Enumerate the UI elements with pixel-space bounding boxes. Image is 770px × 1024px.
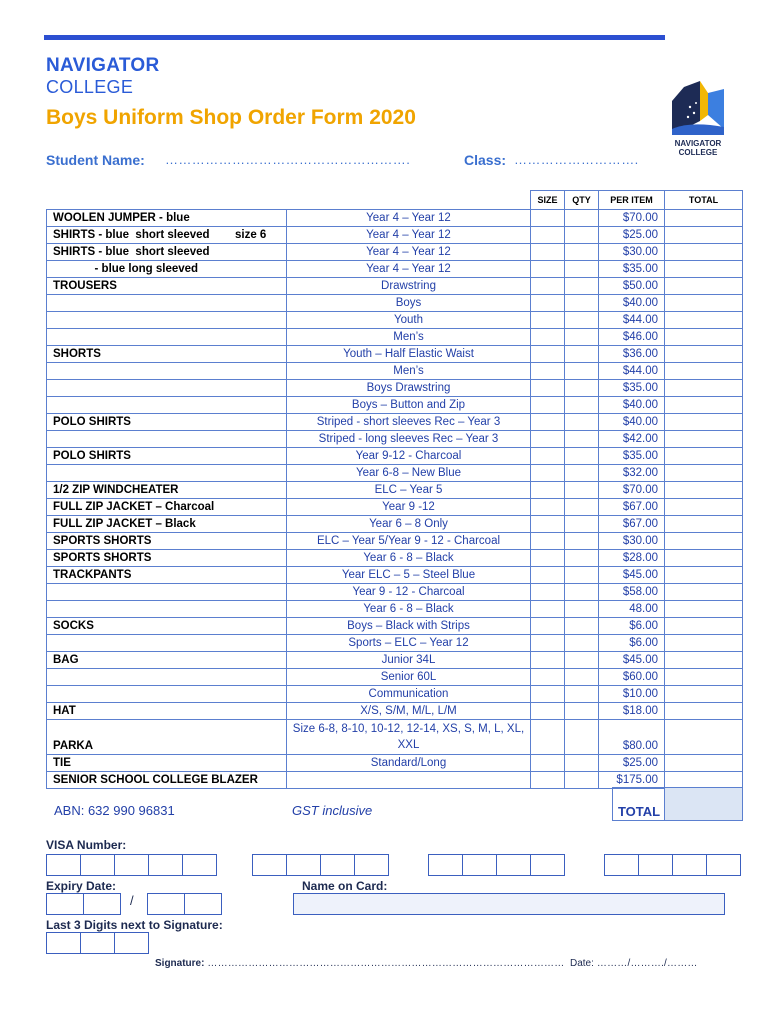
table-row (47, 210, 743, 227)
item-description: Year 6 - 8 – Black (287, 601, 531, 618)
size-cell[interactable] (531, 720, 565, 755)
table-row (47, 431, 743, 448)
per-item-price: $50.00 (599, 278, 665, 295)
item-name (47, 210, 287, 227)
total-cell[interactable] (665, 584, 743, 601)
total-label: TOTAL (617, 804, 661, 819)
total-cell[interactable] (665, 703, 743, 720)
item-name (47, 652, 287, 669)
item-description: Year 4 – Year 12 (287, 210, 531, 227)
total-cell[interactable] (665, 363, 743, 380)
table-row (47, 329, 743, 346)
item-description: Year 6-8 – New Blue (287, 465, 531, 482)
item-description: Year 9-12 - Charcoal (287, 448, 531, 465)
per-item-price: $42.00 (599, 431, 665, 448)
item-name (47, 261, 287, 278)
item-description: Men’s (287, 363, 531, 380)
size-cell[interactable] (531, 312, 565, 329)
name-on-card-label: Name on Card: (302, 879, 388, 893)
item-description: Senior 60L (287, 669, 531, 686)
item-name (47, 397, 287, 414)
item-name (47, 669, 287, 686)
table-row (47, 703, 743, 720)
size-cell[interactable] (531, 346, 565, 363)
logo-caption (668, 139, 728, 157)
visa-group-2[interactable] (253, 854, 389, 876)
per-item-price: $30.00 (599, 244, 665, 261)
size-cell[interactable] (531, 380, 565, 397)
table-row (47, 550, 743, 567)
total-cell[interactable] (665, 397, 743, 414)
size-cell[interactable] (531, 550, 565, 567)
per-item-price: $28.00 (599, 550, 665, 567)
qty-cell[interactable] (565, 533, 599, 550)
per-item-price: $44.00 (599, 363, 665, 380)
student-name-field[interactable]: ………………………………………………. (165, 152, 411, 167)
total-header: TOTAL (665, 191, 743, 210)
item-label: - blue long sleeved (53, 263, 199, 275)
item-name (47, 244, 287, 261)
total-cell[interactable] (665, 380, 743, 397)
item-description: Striped - long sleeves Rec – Year 3 (287, 431, 531, 448)
item-name (47, 363, 287, 380)
size-cell[interactable] (531, 533, 565, 550)
item-name (47, 686, 287, 703)
item-description: Men’s (287, 329, 531, 346)
item-description: Year 9 -12 (287, 499, 531, 516)
item-name (47, 703, 287, 720)
qty-cell[interactable] (565, 278, 599, 295)
total-cell[interactable] (665, 567, 743, 584)
qty-cell[interactable] (565, 755, 599, 772)
item-description: Junior 34L (287, 652, 531, 669)
item-description: Boys – Black with Strips (287, 618, 531, 635)
size-cell[interactable] (531, 618, 565, 635)
item-name (47, 431, 287, 448)
visa-number-label: VISA Number: (46, 838, 127, 852)
table-row (47, 312, 743, 329)
qty-cell[interactable] (565, 499, 599, 516)
qty-cell[interactable] (565, 550, 599, 567)
item-name (47, 772, 287, 789)
item-description: Year 4 – Year 12 (287, 227, 531, 244)
total-cell[interactable] (665, 669, 743, 686)
date-label: Date: (570, 958, 594, 969)
per-item-price: $25.00 (599, 755, 665, 772)
qty-cell[interactable] (565, 584, 599, 601)
total-cell[interactable] (665, 346, 743, 363)
per-item-price: $36.00 (599, 346, 665, 363)
size-cell[interactable] (531, 465, 565, 482)
total-cell[interactable] (665, 601, 743, 618)
qty-cell[interactable] (565, 652, 599, 669)
item-description: Year 4 – Year 12 (287, 244, 531, 261)
total-cell[interactable] (665, 482, 743, 499)
item-name (47, 584, 287, 601)
size-cell[interactable] (531, 295, 565, 312)
size-header: SIZE (531, 191, 565, 210)
item-description: Year 6 - 8 – Black (287, 550, 531, 567)
total-cell[interactable] (665, 278, 743, 295)
item-label: SPORTS SHORTS (53, 535, 152, 547)
item-description: Communication (287, 686, 531, 703)
student-name-label: Student Name: (46, 152, 145, 168)
size-cell[interactable] (531, 772, 565, 789)
item-description: Year 6 – 8 Only (287, 516, 531, 533)
logo-caption-line2: COLLEGE (678, 148, 718, 157)
size-cell[interactable] (531, 431, 565, 448)
table-row (47, 720, 743, 755)
total-cell[interactable] (665, 244, 743, 261)
per-item-price: 48.00 (599, 601, 665, 618)
signature-field[interactable]: …………………………………………………………………………………………… (204, 958, 565, 969)
date-field[interactable]: ………/………./……… (593, 958, 698, 969)
table-row (47, 635, 743, 652)
item-label: 1/2 ZIP WINDCHEATER (53, 484, 179, 496)
total-cell[interactable] (665, 635, 743, 652)
header-rule (44, 35, 665, 40)
item-name (47, 414, 287, 431)
total-cell[interactable] (665, 516, 743, 533)
per-item-price: $6.00 (599, 618, 665, 635)
class-label: Class: (464, 152, 507, 168)
table-row (47, 499, 743, 516)
total-cell[interactable] (665, 550, 743, 567)
qty-cell[interactable] (565, 397, 599, 414)
order-table (46, 190, 743, 789)
per-item-price: $40.00 (599, 414, 665, 431)
total-cell[interactable] (665, 312, 743, 329)
per-item-price: $45.00 (599, 652, 665, 669)
qty-cell[interactable] (565, 618, 599, 635)
per-item-price: $6.00 (599, 635, 665, 652)
name-on-card-field[interactable] (293, 893, 725, 915)
size-cell[interactable] (531, 482, 565, 499)
table-row (47, 397, 743, 414)
qty-cell[interactable] (565, 329, 599, 346)
grand-total-field[interactable] (664, 787, 743, 821)
gst-note: GST inclusive (292, 803, 373, 818)
item-description: Size 6-8, 8-10, 10-12, 12-14, XS, S, M, L, XL, XXL (287, 720, 531, 755)
qty-cell[interactable] (565, 465, 599, 482)
item-name (47, 755, 287, 772)
item-label: SENIOR SCHOOL COLLEGE BLAZER (53, 774, 258, 786)
visa-group-4[interactable] (605, 854, 741, 876)
item-description: ELC – Year 5 (287, 482, 531, 499)
item-name (47, 448, 287, 465)
total-cell[interactable] (665, 618, 743, 635)
table-row (47, 516, 743, 533)
per-item-price: $40.00 (599, 295, 665, 312)
size-cell[interactable] (531, 227, 565, 244)
item-description: Drawstring (287, 278, 531, 295)
item-label: FULL ZIP JACKET – Black (53, 518, 196, 530)
size-cell[interactable] (531, 363, 565, 380)
item-label: SHIRTS - blue short sleeved (53, 229, 210, 241)
qty-cell[interactable] (565, 346, 599, 363)
size-cell[interactable] (531, 278, 565, 295)
per-item-price: $32.00 (599, 465, 665, 482)
size-cell[interactable] (531, 567, 565, 584)
per-item-price: $25.00 (599, 227, 665, 244)
per-item-price: $67.00 (599, 516, 665, 533)
per-item-header: PER ITEM (599, 191, 665, 210)
qty-cell[interactable] (565, 772, 599, 789)
item-name (47, 533, 287, 550)
size-cell[interactable] (531, 584, 565, 601)
qty-cell[interactable] (565, 295, 599, 312)
total-cell[interactable] (665, 499, 743, 516)
per-item-price: $80.00 (599, 720, 665, 755)
table-row (47, 346, 743, 363)
total-cell[interactable] (665, 448, 743, 465)
qty-cell[interactable] (565, 669, 599, 686)
qty-cell[interactable] (565, 380, 599, 397)
total-cell[interactable] (665, 533, 743, 550)
table-row (47, 295, 743, 312)
table-row (47, 363, 743, 380)
expiry-separator: / (130, 893, 134, 908)
qty-cell[interactable] (565, 567, 599, 584)
expiry-year-cells[interactable] (148, 893, 222, 915)
per-item-price: $58.00 (599, 584, 665, 601)
total-cell[interactable] (665, 465, 743, 482)
item-name (47, 601, 287, 618)
size-cell[interactable] (531, 499, 565, 516)
qty-cell[interactable] (565, 261, 599, 278)
item-description: Sports – ELC – Year 12 (287, 635, 531, 652)
size-cell[interactable] (531, 635, 565, 652)
size-cell[interactable] (531, 755, 565, 772)
qty-cell[interactable] (565, 686, 599, 703)
per-item-price: $60.00 (599, 669, 665, 686)
item-label: TROUSERS (53, 280, 117, 292)
qty-cell[interactable] (565, 635, 599, 652)
item-name (47, 635, 287, 652)
qty-cell[interactable] (565, 363, 599, 380)
size-cell[interactable] (531, 686, 565, 703)
total-cell[interactable] (665, 431, 743, 448)
item-description: Youth – Half Elastic Waist (287, 346, 531, 363)
item-description: Year 9 - 12 - Charcoal (287, 584, 531, 601)
qty-cell[interactable] (565, 703, 599, 720)
size-cell[interactable] (531, 516, 565, 533)
table-row (47, 652, 743, 669)
item-name (47, 227, 287, 244)
item-description: Standard/Long (287, 755, 531, 772)
item-label: PARKA (53, 740, 94, 752)
size-cell[interactable] (531, 261, 565, 278)
order-footer (46, 787, 742, 819)
per-item-price: $67.00 (599, 499, 665, 516)
table-row (47, 533, 743, 550)
table-row (47, 244, 743, 261)
item-label: SOCKS (53, 620, 94, 632)
table-row (47, 227, 743, 244)
table-row (47, 482, 743, 499)
qty-cell[interactable] (565, 414, 599, 431)
per-item-price: $35.00 (599, 380, 665, 397)
table-row (47, 278, 743, 295)
table-row (47, 380, 743, 397)
item-name (47, 312, 287, 329)
item-description: Boys Drawstring (287, 380, 531, 397)
item-description (287, 772, 531, 789)
form-title: Boys Uniform Shop Order Form 2020 (46, 106, 416, 129)
table-row (47, 261, 743, 278)
item-label: HAT (53, 705, 76, 717)
qty-cell[interactable] (565, 601, 599, 618)
qty-cell[interactable] (565, 227, 599, 244)
per-item-price: $45.00 (599, 567, 665, 584)
total-label-cell (612, 787, 666, 821)
per-item-price: $40.00 (599, 397, 665, 414)
item-name (47, 567, 287, 584)
size-cell[interactable] (531, 329, 565, 346)
total-cell[interactable] (665, 227, 743, 244)
qty-cell[interactable] (565, 448, 599, 465)
per-item-price: $10.00 (599, 686, 665, 703)
table-row (47, 584, 743, 601)
per-item-price: $70.00 (599, 482, 665, 499)
item-name (47, 465, 287, 482)
table-row (47, 448, 743, 465)
item-label: WOOLEN JUMPER - blue (53, 212, 190, 224)
item-name (47, 720, 287, 755)
item-name (47, 278, 287, 295)
item-name (47, 499, 287, 516)
qty-cell[interactable] (565, 244, 599, 261)
per-item-price: $35.00 (599, 448, 665, 465)
class-field[interactable]: ………………………. (514, 152, 639, 167)
item-name (47, 380, 287, 397)
item-description: X/S, S/M, M/L, L/M (287, 703, 531, 720)
table-row (47, 772, 743, 789)
total-cell[interactable] (665, 772, 743, 789)
header-blank (47, 191, 531, 210)
per-item-price: $46.00 (599, 329, 665, 346)
table-row (47, 601, 743, 618)
item-description: Year ELC – 5 – Steel Blue (287, 567, 531, 584)
item-name (47, 329, 287, 346)
total-cell[interactable] (665, 295, 743, 312)
visa-group-3[interactable] (429, 854, 565, 876)
per-item-price: $35.00 (599, 261, 665, 278)
table-row (47, 465, 743, 482)
size-cell[interactable] (531, 448, 565, 465)
item-name (47, 516, 287, 533)
qty-cell[interactable] (565, 210, 599, 227)
order-rows (47, 210, 743, 789)
size-cell[interactable] (531, 414, 565, 431)
expiry-date-label: Expiry Date: (46, 879, 117, 893)
size-cell[interactable] (531, 244, 565, 261)
per-item-price: $18.00 (599, 703, 665, 720)
brand-subtitle: COLLEGE (46, 77, 134, 97)
total-cell[interactable] (665, 755, 743, 772)
qty-cell[interactable] (565, 516, 599, 533)
size-cell[interactable] (531, 397, 565, 414)
size-cell[interactable] (531, 652, 565, 669)
table-row (47, 567, 743, 584)
qty-cell[interactable] (565, 720, 599, 755)
item-name (47, 346, 287, 363)
item-label: TRACKPANTS (53, 569, 132, 581)
signature-line (155, 958, 698, 969)
signature-label: Signature: (155, 958, 205, 969)
item-description: ELC – Year 5/Year 9 - 12 - Charcoal (287, 533, 531, 550)
table-row (47, 414, 743, 431)
table-row (47, 618, 743, 635)
per-item-price: $175.00 (599, 772, 665, 789)
item-description: Youth (287, 312, 531, 329)
item-name (47, 295, 287, 312)
item-description: Year 4 – Year 12 (287, 261, 531, 278)
total-cell[interactable] (665, 686, 743, 703)
item-label: BAG (53, 654, 79, 666)
item-name (47, 618, 287, 635)
qty-cell[interactable] (565, 482, 599, 499)
per-item-price: $70.00 (599, 210, 665, 227)
visa-group-1[interactable] (47, 854, 217, 876)
size-cell[interactable] (531, 703, 565, 720)
brand-name: NAVIGATOR (46, 55, 160, 76)
total-cell[interactable] (665, 414, 743, 431)
item-label: POLO SHIRTS (53, 450, 131, 462)
item-name (47, 550, 287, 567)
item-description: Striped - short sleeves Rec – Year 3 (287, 414, 531, 431)
table-row (47, 686, 743, 703)
per-item-price: $44.00 (599, 312, 665, 329)
per-item-price: $30.00 (599, 533, 665, 550)
college-logo-icon (670, 77, 726, 137)
cvv-label: Last 3 Digits next to Signature: (46, 918, 223, 932)
total-cell[interactable] (665, 652, 743, 669)
item-label: TIE (53, 757, 71, 769)
qty-cell[interactable] (565, 431, 599, 448)
logo-caption-line1: NAVIGATOR (674, 139, 722, 148)
total-cell[interactable] (665, 210, 743, 227)
item-label: POLO SHIRTS (53, 416, 131, 428)
item-description: Boys – Button and Zip (287, 397, 531, 414)
size-note: size 6 (235, 229, 267, 241)
qty-header: QTY (565, 191, 599, 210)
qty-cell[interactable] (565, 312, 599, 329)
item-name (47, 482, 287, 499)
total-cell[interactable] (665, 720, 743, 755)
size-cell[interactable] (531, 669, 565, 686)
table-row (47, 755, 743, 772)
item-description: Boys (287, 295, 531, 312)
expiry-month-cells[interactable] (47, 893, 121, 915)
total-cell[interactable] (665, 329, 743, 346)
total-cell[interactable] (665, 261, 743, 278)
abn-text: ABN: 632 990 96831 (54, 803, 175, 818)
cvv-cells[interactable] (47, 932, 149, 954)
table-row (47, 669, 743, 686)
size-cell[interactable] (531, 210, 565, 227)
item-label: FULL ZIP JACKET – Charcoal (53, 501, 215, 513)
size-cell[interactable] (531, 601, 565, 618)
item-label: SHIRTS - blue short sleeved (53, 246, 210, 258)
item-label: SPORTS SHORTS (53, 552, 152, 564)
item-label: SHORTS (53, 348, 101, 360)
